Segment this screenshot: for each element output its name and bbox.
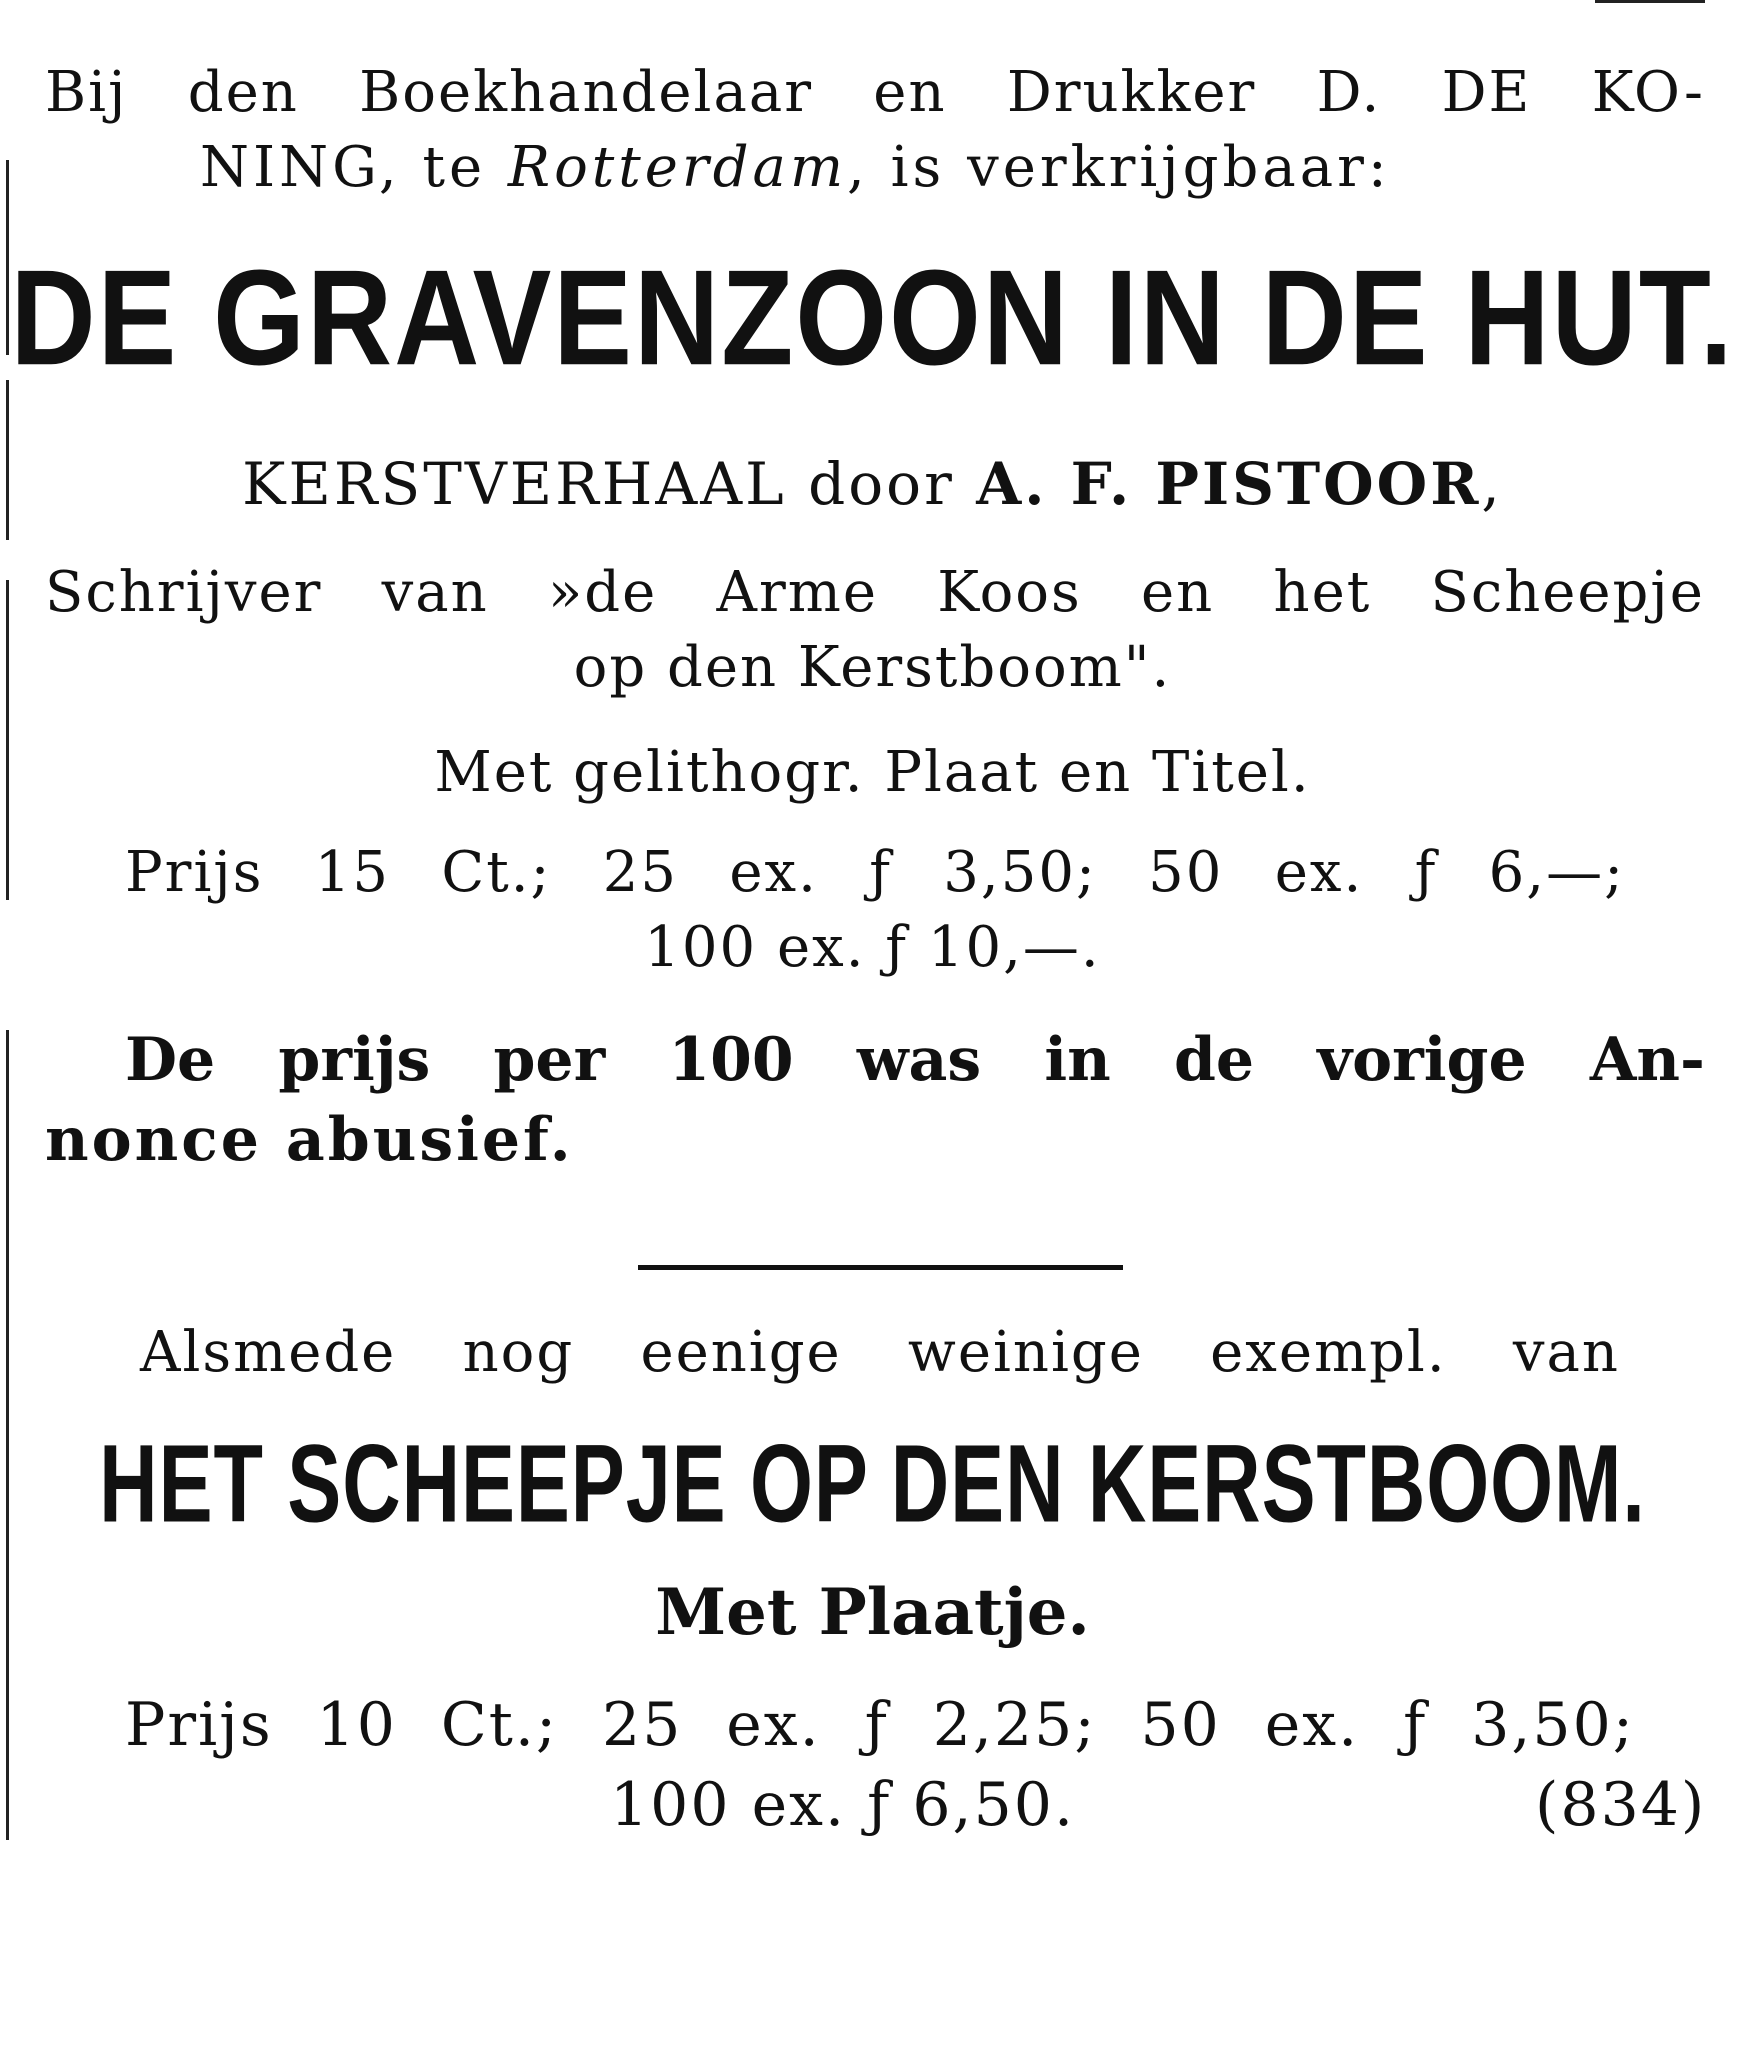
word: 25: [602, 840, 679, 905]
writer-line-1: [45, 560, 1705, 625]
word: D.: [1316, 60, 1382, 125]
main-title: DE GRAVENZOON IN DE HUT.: [10, 242, 1735, 395]
word: Boekhandelaar: [359, 60, 813, 125]
notice-line-2: nonce abusief.: [45, 1105, 574, 1175]
word: 50: [1148, 840, 1224, 905]
word: het: [1273, 560, 1372, 625]
intro-text: NING, te: [200, 135, 508, 200]
word: Prijs: [125, 1690, 273, 1760]
plate-line-2: Met Plaatje.: [655, 1575, 1090, 1650]
word: Koos: [937, 560, 1082, 625]
word: Drukker: [1006, 60, 1257, 125]
word: Alsmede: [140, 1320, 397, 1385]
word: ex.: [726, 1690, 821, 1760]
second-title: HET SCHEEPJE OP DEN KERSTBOOM.: [99, 1421, 1646, 1545]
word: An-: [1589, 1025, 1705, 1095]
top-rule: [1595, 0, 1705, 3]
word: ex.: [729, 840, 818, 905]
word: DE: [1441, 60, 1532, 125]
section-divider: [638, 1265, 1123, 1270]
word: ex.: [1274, 840, 1364, 905]
word: 3,50;: [1471, 1690, 1635, 1760]
word: en: [873, 60, 947, 125]
price-line-1: [125, 840, 1625, 905]
word: van: [1512, 1320, 1620, 1385]
word: prijs: [278, 1025, 431, 1095]
price2-line-2: 100 ex. ƒ 6,50.: [610, 1770, 1076, 1840]
notice-line-1: [125, 1025, 1705, 1095]
word: per: [493, 1025, 606, 1095]
intro-line-2: [200, 135, 1391, 200]
word: De: [125, 1025, 216, 1095]
word: 6,—;: [1488, 840, 1625, 905]
word: 25: [602, 1690, 683, 1760]
word: KO-: [1591, 60, 1705, 125]
word: 50: [1140, 1690, 1221, 1760]
left-edge-line: [6, 1030, 9, 1840]
reference-number: (834): [1535, 1770, 1707, 1840]
word: ƒ: [1414, 840, 1438, 905]
word: 10: [316, 1690, 397, 1760]
word: »de: [548, 560, 658, 625]
word: ex.: [1264, 1690, 1360, 1760]
word: was: [856, 1025, 982, 1095]
intro-text: , is verkrijgbaar:: [847, 135, 1391, 200]
word: den: [187, 60, 299, 125]
word: 3,50;: [943, 840, 1097, 905]
word: nog: [462, 1320, 575, 1385]
price-line-2: 100 ex. ƒ 10,—.: [644, 915, 1101, 980]
word: ƒ: [869, 840, 892, 905]
word: 2,25;: [932, 1690, 1097, 1760]
plate-line: Met gelithogr. Plaat en Titel.: [434, 740, 1311, 805]
word: Ct.;: [440, 1690, 559, 1760]
word: Bij: [45, 60, 128, 125]
word: Ct.;: [441, 840, 552, 905]
subtitle-text: KERSTVERHAAL door: [242, 450, 977, 518]
word: ƒ: [1403, 1690, 1428, 1760]
word: Arme: [716, 560, 878, 625]
word: ƒ: [864, 1690, 889, 1760]
price2-line-1: [125, 1690, 1635, 1760]
word: Scheepje: [1430, 560, 1705, 625]
subtitle: [0, 450, 1745, 518]
word: en: [1141, 560, 1215, 625]
word: vorige: [1317, 1025, 1527, 1095]
word: Prijs: [125, 840, 264, 905]
word: van: [381, 560, 489, 625]
also-line: [140, 1320, 1620, 1385]
author-name: A. F. PISTOOR: [976, 450, 1482, 518]
word: weinige: [907, 1320, 1144, 1385]
writer-line-2: op den Kerstboom".: [573, 635, 1172, 700]
word: 100: [668, 1025, 794, 1095]
intro-line-1: [45, 60, 1705, 125]
word: 15: [314, 840, 391, 905]
word: in: [1044, 1025, 1111, 1095]
city-name: Rotterdam: [507, 135, 848, 200]
word: exempl.: [1210, 1320, 1447, 1385]
word: Schrijver: [45, 560, 323, 625]
word: de: [1173, 1025, 1255, 1095]
subtitle-text: ,: [1481, 450, 1503, 518]
word: eenige: [640, 1320, 842, 1385]
